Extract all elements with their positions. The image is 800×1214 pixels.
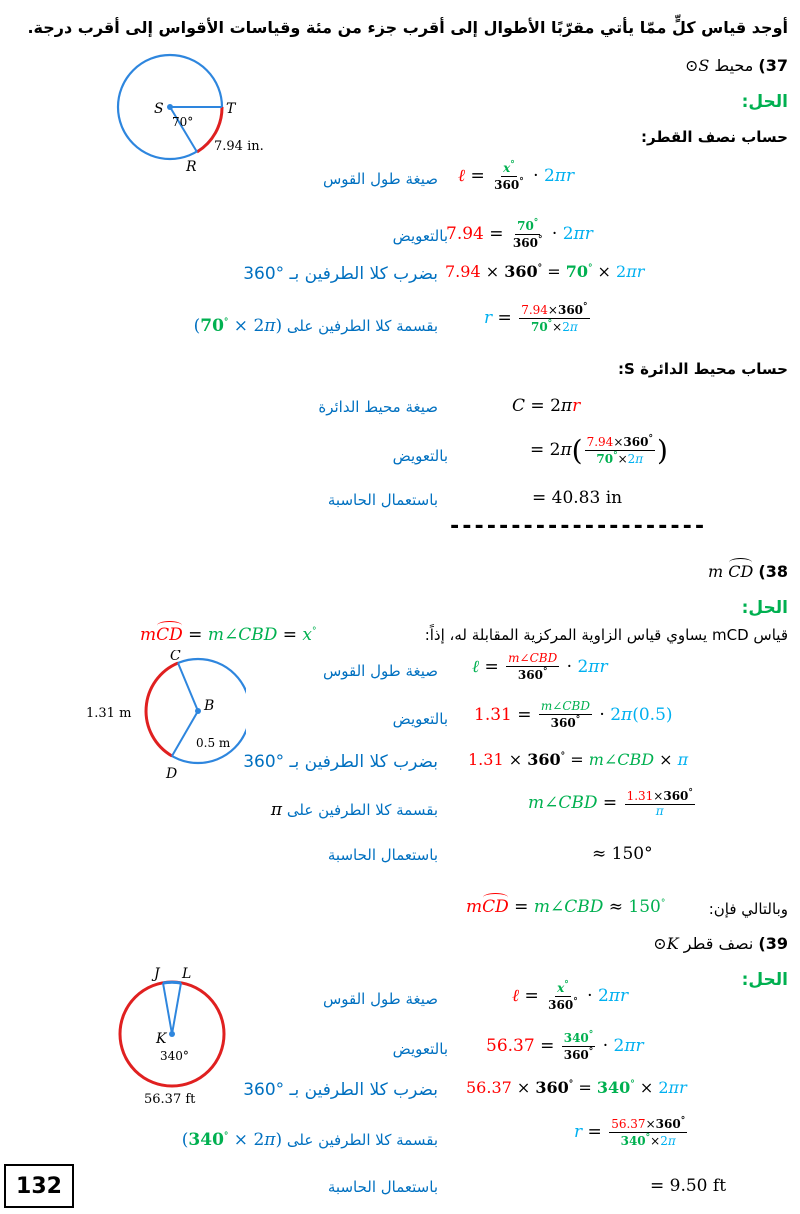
label-s: S	[154, 101, 164, 117]
eq-circ-result: = 40.83 in	[532, 488, 623, 508]
eq-arc-formula-39: ℓ = $\frac{x^\circ}{360^\circ}$ · 2πr	[512, 980, 629, 1012]
eq-circ-substitute: = 2π( $\frac{7.94\times 360^\circ}{70^\circ\times 2\pi}$ )	[530, 434, 668, 467]
eq-substitute-38: 1.31 = $\frac{\text{m∠CBD}}{360^\circ}$ · 2π(0.5)	[474, 699, 673, 730]
eq-divide: r = $\frac{7.94\times 360^\circ}{70^\circ\times 2\pi}$	[484, 302, 588, 334]
step-substitute2: بالتعويض	[392, 447, 448, 465]
center-dot	[167, 104, 173, 110]
eq-conclusion-38: mCD = m∠CBD ≈ 150°	[466, 897, 666, 917]
step-divide: بقسمة كلا الطرفين على (70° × 2π)	[193, 316, 438, 336]
label-c: C	[170, 650, 181, 664]
solution-label-39: الحل:	[741, 970, 788, 990]
figure-circle-k	[104, 960, 244, 1110]
eq-result-39: = 9.50 ft	[650, 1176, 727, 1196]
step-multiply-39: بضرب كلا الطرفين بـ °360	[243, 1080, 438, 1100]
label-l: L	[182, 966, 192, 982]
center-dot-b	[195, 708, 201, 714]
step-calc-39: باستعمال الحاسبة	[327, 1178, 438, 1196]
explanation-38: قياس mCD يساوي قياس الزاوية المركزية المقابلة له، إذاً:	[424, 626, 788, 644]
heading-circumference: حساب محيط الدائرة S:	[618, 360, 788, 378]
problem-39-title: 39) نصف قطر ⊙K	[653, 934, 788, 953]
problem-38-title: 38) m CD	[707, 562, 788, 581]
step-formula: صيغة طول القوس	[322, 170, 438, 188]
solution-label: الحل:	[741, 92, 788, 112]
arc-length-label-k: 56.37 ft	[144, 1092, 196, 1107]
step-divide-39: بقسمة كلا الطرفين على (340° × 2π)	[181, 1130, 438, 1150]
figure-circle-s	[108, 50, 298, 190]
label-k: K	[156, 1031, 167, 1047]
angle-label-k: 340°	[160, 1049, 189, 1063]
circle-label: ⊙S	[684, 56, 710, 75]
eq-multiply: 7.94 × 360° = 70° × 2πr	[445, 262, 645, 281]
step-calc-38: باستعمال الحاسبة	[327, 846, 438, 864]
label-r: R	[186, 159, 197, 175]
arc-cd-label: CD	[728, 562, 754, 581]
divider: ---------------------	[448, 514, 706, 539]
step-divide-38: بقسمة كلا الطرفين على π	[270, 800, 438, 820]
eq-multiply-39: 56.37 × 360° = 340° × 2πr	[466, 1078, 687, 1097]
step-formula-38: صيغة طول القوس	[322, 662, 438, 680]
step-circ-formula: صيغة محيط الدائرة	[318, 398, 438, 416]
step-substitute: بالتعويض	[392, 227, 448, 245]
step-substitute-39: بالتعويض	[392, 1040, 448, 1058]
eq-substitute-39: 56.37 = $\frac{340^\circ}{360^\circ}$ · 2πr	[486, 1030, 644, 1062]
eq-circ-formula: C = 2πr	[512, 396, 581, 416]
radius-label-b: 0.5 m	[196, 736, 231, 750]
heading-radius: حساب نصف القطر:	[640, 128, 788, 146]
eq-result-38: ≈ 150°	[592, 844, 653, 864]
label-t: T	[226, 101, 236, 117]
center-dot-k	[169, 1031, 175, 1037]
eq-multiply-38: 1.31 × 360° = m∠CBD × π	[468, 750, 689, 769]
problem-number: 37)	[758, 56, 788, 75]
label-j: J	[154, 966, 160, 982]
step-multiply: بضرب كلا الطرفين بـ °360	[243, 264, 438, 284]
eq-divide-39: r = $\frac{56.37\times 360^\circ}{340^\circ\times 2\pi}$	[574, 1116, 686, 1148]
value-l: 7.94	[446, 223, 484, 244]
arc-length-label-b: 1.31 m	[86, 706, 132, 721]
label-d: D	[166, 766, 178, 782]
arc-cd	[146, 663, 178, 756]
radius-sr	[170, 107, 197, 152]
eq-arc-formula: ℓ = $\frac{x^\circ}{360^\circ}$ · 2πr	[458, 160, 575, 192]
arc-length-label: 7.94 in.	[214, 139, 264, 154]
arc-jl	[163, 982, 181, 983]
eq-substitute: 7.94 = $\frac{70^\circ}{360^\circ}$ · 2πr	[446, 218, 593, 250]
step-formula-39: صيغة طول القوس	[322, 990, 438, 1008]
conclusion-38: وبالتالي فإن:	[708, 900, 788, 918]
problem-title: محيط	[714, 56, 754, 75]
step-substitute-38: بالتعويض	[392, 710, 448, 728]
step-calc: باستعمال الحاسبة	[327, 491, 438, 509]
step-multiply-38: بضرب كلا الطرفين بـ °360	[243, 752, 438, 772]
angle-label: 70°	[172, 115, 194, 129]
eq-arc-equal-angle: mCD = m∠CBD = x°	[140, 625, 317, 645]
radius-kj	[163, 983, 172, 1034]
figure-circle-b	[26, 650, 246, 790]
radius-bc	[178, 663, 198, 711]
eq-divide-38: m∠CBD = $\frac{1.31\times 360^\circ}{\pi}$	[528, 788, 693, 818]
problem-37-title	[685, 56, 788, 75]
page-number: 132	[4, 1164, 74, 1208]
radius-bd	[172, 711, 198, 756]
solution-label-38: الحل:	[741, 598, 788, 618]
label-b: B	[204, 698, 215, 714]
radius-kl	[172, 983, 181, 1034]
instruction: أوجد قياس كلٍّ ممّا يأتي مقرّبًا الأطوال إلى أقرب جزء من مئة وقياسات الأقواس إلى أقرب درجة.	[27, 18, 788, 37]
eq-arc-formula-38: ℓ = $\frac{\text{m∠CBD}}{360^\circ}$ · 2πr	[472, 651, 608, 682]
